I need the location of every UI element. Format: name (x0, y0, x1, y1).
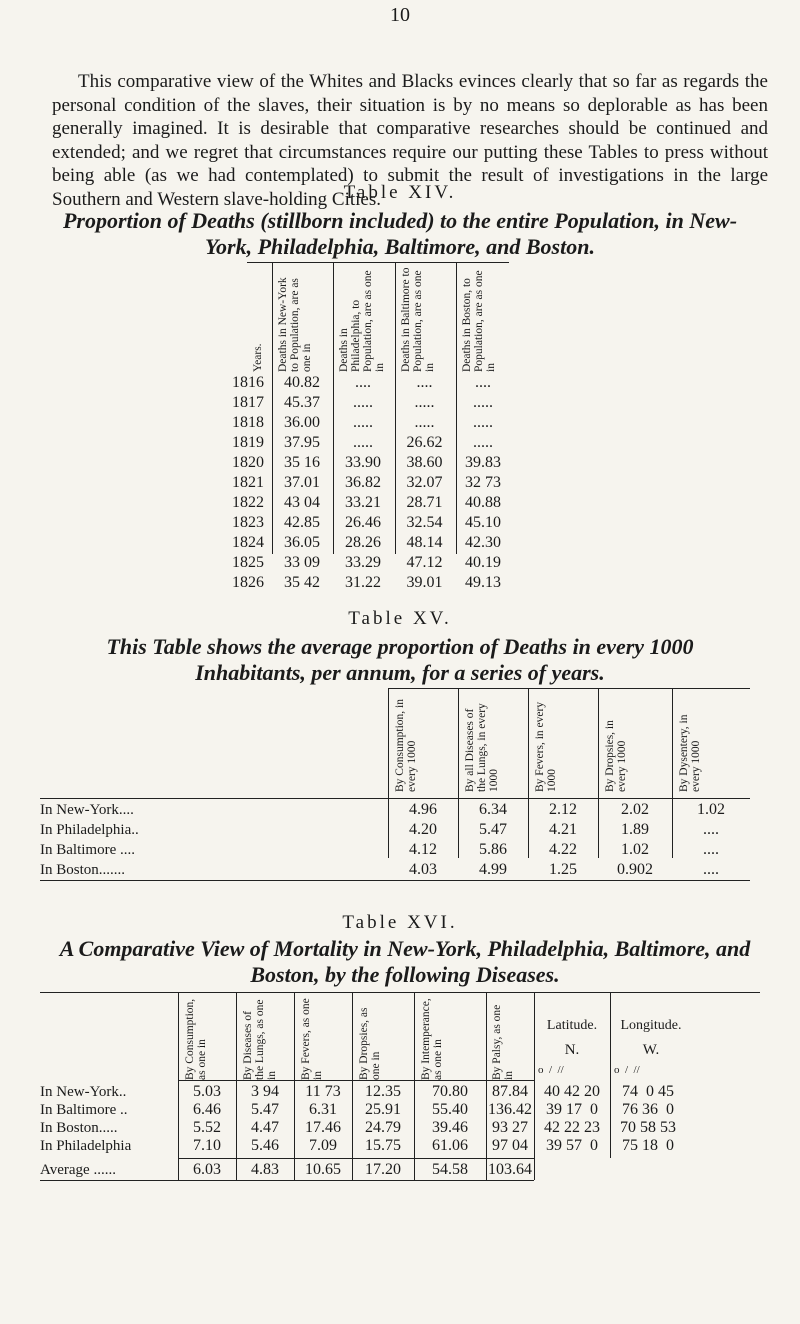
table-16-header-lungs: By Diseases of the Lungs, as one in (242, 999, 278, 1080)
table-15-header-lungs: By all Diseases of the Lungs, in every 1000 (464, 703, 500, 792)
table-row: 1816 40.82 .... .... .... (232, 374, 491, 391)
intro-text: This comparative view of the Whites and Blacks evinces clearly that so far as regards the personal condition of the slaves, their situation is by no means so deplorable as has been generally imagined. It is desirable that comparative researches should be continued and extended; and we regret that circumstances require our putting these Tables to press without being able (as we had contemplated) to submit the result of investigations in the large Southern and Western slave-holding Cities. (52, 71, 768, 210)
page-number: 10 (390, 4, 410, 26)
table-row: In Boston....... 4.03 4.99 1.25 0.902 .... (40, 861, 719, 878)
table-16-header-palsy: By Palsy, as one in (491, 1004, 515, 1080)
table-14-header-new-york: Deaths in New-York to Population, are as one in (277, 277, 313, 372)
table-16-header-intemperance: By Intemperance, as one in (420, 998, 444, 1080)
table-row: In Philadelphia.. 4.20 5.47 4.21 1.89 .... (40, 821, 719, 838)
table-14-header-baltimore: Deaths in Baltimore to Population, are as one in (400, 267, 436, 372)
latitude-direction: N. (564, 1042, 580, 1058)
table-row: 1821 37.01 36.82 32.07 32 73 (232, 474, 501, 491)
table-15-header-dropsies: By Dropsies, in every 1000 (604, 720, 628, 792)
table-row: 1823 42.85 26.46 32.54 45.10 (232, 514, 501, 531)
latitude-label: Latitude. (546, 1018, 598, 1033)
table-15-header-fevers: By Fevers, in every 1000 (534, 701, 558, 792)
table-row: 1818 36.00 ..... ..... ..... (232, 414, 493, 431)
table-14-title: Table XIV. (343, 182, 457, 203)
table-16-header-consumption: By Consumption, as one in (184, 998, 208, 1080)
table-row: 1822 43 04 33.21 28.71 40.88 (232, 494, 501, 511)
longitude-direction: W. (642, 1042, 660, 1058)
table-row: In Boston..... 5.52 4.47 17.46 24.79 39.46 93 27 42 22 23 70 58 53 (40, 1119, 676, 1136)
table-16-title: Table XVI. (342, 912, 458, 933)
table-15-header-consumption: By Consumption, in every 1000 (394, 699, 418, 792)
table-15-subtitle: This Table shows the average proportion of Deaths in every 1000 Inhabitants, per annum, for a series of years. (106, 634, 694, 685)
table-row: In Baltimore .. 6.46 5.47 6.31 25.91 55.40 136.42 39 17 0 76 36 0 (40, 1101, 674, 1118)
table-row: 1826 35 42 31.22 39.01 49.13 (232, 574, 501, 591)
table-16-header-fevers: By Fevers, as one in (300, 998, 324, 1080)
table-row: In New-York.... 4.96 6.34 2.12 2.02 1.02 (40, 801, 725, 818)
table-row: In Philadelphia 7.10 5.46 7.09 15.75 61.06 97 04 39 57 0 75 18 0 (40, 1137, 674, 1154)
table-row: 1820 35 16 33.90 38.60 39.83 (232, 454, 501, 471)
table-row: 1825 33 09 33.29 47.12 40.19 (232, 554, 501, 571)
table-14-header-years: Years. (252, 343, 264, 372)
latitude-degree-marks: o / // (538, 1064, 564, 1076)
table-row: In Baltimore .... 4.12 5.86 4.22 1.02 .... (40, 841, 719, 858)
table-row: 1817 45.37 ..... ..... ..... (232, 394, 493, 411)
table-14-header-philadelphia: Deaths in Philadelphia, to Population, are as one in (338, 270, 386, 372)
longitude-label: Longitude. (620, 1018, 682, 1033)
table-15-header-dysentery: By Dysentery, in every 1000 (678, 714, 702, 792)
table-14-header-boston: Deaths in Boston, to Population, are as one in (461, 270, 497, 372)
table-15-title: Table XV. (348, 608, 452, 629)
table-row: In New-York.. 5.03 3 94 11 73 12.35 70.80 87.84 40 42 20 74 0 45 (40, 1083, 674, 1100)
table-row: 1824 36.05 28.26 48.14 42.30 (232, 534, 501, 551)
table-16-header-dropsies: By Dropsies, as one in (358, 1007, 382, 1080)
table-average-row: Average ...... 6.03 4.83 10.65 17.20 54.58 103.64 (40, 1161, 532, 1178)
table-16-subtitle: A Comparative View of Mortality in New-York, Philadelphia, Baltimore, and Boston, by the following Diseases. (59, 936, 751, 987)
table-row: 1819 37.95 ..... 26.62 ..... (232, 434, 493, 451)
table-14-subtitle: Proportion of Deaths (stillborn included) to the entire Population, in New-York, Philadelphia, Baltimore, and Boston. (62, 208, 738, 259)
longitude-degree-marks: o / // (614, 1064, 640, 1076)
